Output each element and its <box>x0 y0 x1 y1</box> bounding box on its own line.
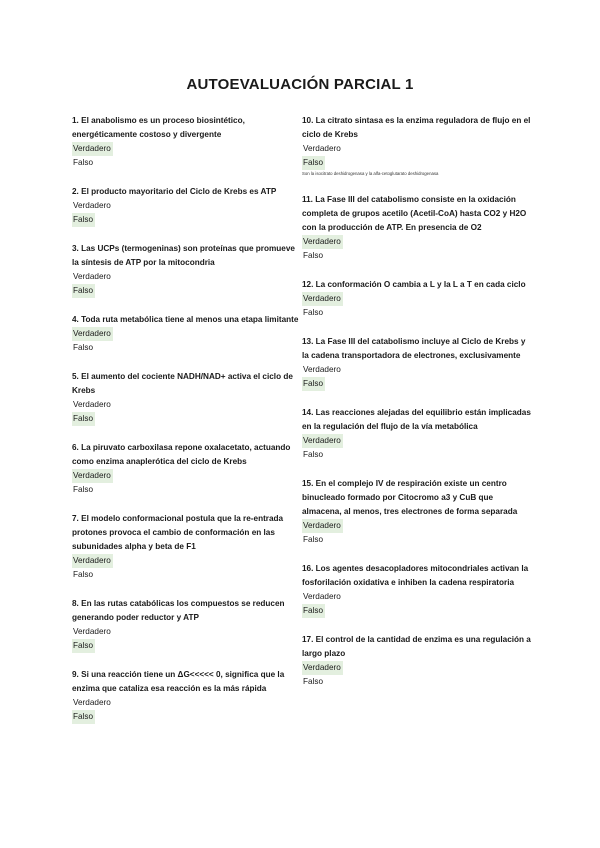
right-question-column <box>302 114 534 704</box>
option-falso[interactable]: Falso <box>72 213 95 227</box>
page-title: AUTOEVALUACIÓN PARCIAL 1 <box>186 76 414 93</box>
option-verdadero[interactable]: Verdadero <box>72 142 113 156</box>
question-item <box>302 193 534 263</box>
question-item <box>302 562 534 618</box>
question-text: 15. En el complejo IV de respiración existe un centro binucleado formado por Citocromo a3 y CuB que almacena, al menos, tres electrones de forma separada <box>302 479 518 516</box>
question-item <box>302 335 534 391</box>
option-verdadero[interactable]: Verdadero <box>302 235 343 249</box>
option-falso[interactable]: Falso <box>73 570 94 579</box>
question-text: 11. La Fase III del catabolismo consiste en la oxidación completa de grupos acetilo (Acetil-CoA) hasta CO2 y H2O con la producción de ATP. En presencia de O2 <box>302 195 527 232</box>
question-text: 7. El modelo conformacional postula que la re-entrada protones provoca el cambio de conformación en las subunidades alpha y beta de F1 <box>72 514 284 551</box>
question-item <box>302 278 534 320</box>
question-item <box>72 242 302 298</box>
question-item <box>72 441 302 497</box>
question-text: 4. Toda ruta metabólica tiene al menos una etapa limitante <box>72 315 299 324</box>
question-text: 8. En las rutas catabólicas los compuestos se reducen generando poder reductor y ATP <box>72 599 285 622</box>
question-item <box>302 114 534 178</box>
option-verdadero[interactable]: Verdadero <box>73 400 111 409</box>
option-falso[interactable]: Falso <box>302 604 325 618</box>
question-text: 12. La conformación O cambia a L y la L a T en cada ciclo <box>302 280 526 289</box>
option-falso[interactable]: Falso <box>72 412 95 426</box>
question-item <box>302 477 534 547</box>
option-falso[interactable]: Falso <box>72 710 95 724</box>
option-verdadero[interactable]: Verdadero <box>303 144 341 153</box>
question-text: 17. El control de la cantidad de enzima es una regulación a largo plazo <box>302 635 531 658</box>
option-verdadero[interactable]: Verdadero <box>72 554 113 568</box>
question-text: 6. La piruvato carboxilasa repone oxalacetato, actuando como enzima anaplerótica del ciclo de Krebs <box>72 443 291 466</box>
question-item <box>302 633 534 689</box>
option-verdadero[interactable]: Verdadero <box>302 434 343 448</box>
option-falso[interactable]: Falso <box>303 450 324 459</box>
question-text: 10. La citrato sintasa es la enzima reguladora de flujo en el ciclo de Krebs <box>302 116 531 139</box>
question-item <box>72 668 302 724</box>
question-text: 14. Las reacciones alejadas del equilibrio están implicadas en la regulación del flujo de la vía metabólica <box>302 408 531 431</box>
option-verdadero[interactable]: Verdadero <box>73 698 111 707</box>
option-falso[interactable]: Falso <box>72 639 95 653</box>
left-question-column <box>72 114 302 739</box>
question-item <box>72 114 302 170</box>
question-item <box>72 185 302 227</box>
option-verdadero[interactable]: Verdadero <box>302 292 343 306</box>
question-item <box>72 512 302 582</box>
option-falso[interactable]: Falso <box>302 156 325 170</box>
question-item <box>72 597 302 653</box>
option-verdadero[interactable]: Verdadero <box>73 272 111 281</box>
question-text: 2. El producto mayoritario del Ciclo de Krebs es ATP <box>72 187 277 196</box>
option-verdadero[interactable]: Verdadero <box>302 519 343 533</box>
question-text: 1. El anabolismo es un proceso biosintético, energéticamente costoso y divergente <box>72 116 245 139</box>
question-item <box>302 406 534 462</box>
option-falso[interactable]: Falso <box>73 158 94 167</box>
option-verdadero[interactable]: Verdadero <box>302 661 343 675</box>
question-item <box>72 313 302 355</box>
option-verdadero[interactable]: Verdadero <box>303 592 341 601</box>
option-falso[interactable]: Falso <box>72 284 95 298</box>
question-text: 13. La Fase III del catabolismo incluye al Ciclo de Krebs y la cadena transportadora de electrones, exclusivamente <box>302 337 526 360</box>
option-falso[interactable]: Falso <box>73 343 94 352</box>
question-text: 16. Los agentes desacopladores mitocondriales activan la fosforilación oxidativa e inhiben la cadena respiratoria <box>302 564 529 587</box>
option-falso[interactable]: Falso <box>303 251 324 260</box>
question-text: 5. El aumento del cociente NADH/NAD+ activa el ciclo de Krebs <box>72 372 293 395</box>
option-falso[interactable]: Falso <box>303 535 324 544</box>
option-verdadero[interactable]: Verdadero <box>72 327 113 341</box>
option-verdadero[interactable]: Verdadero <box>73 627 111 636</box>
question-text: 9. Si una reacción tiene un ΔG<<<<< 0, significa que la enzima que cataliza esa reacción es la más rápida <box>72 670 285 693</box>
option-falso[interactable]: Falso <box>302 377 325 391</box>
answer-note: Son la isocitrato deshidrogenasa y la alfa-cetoglutarato deshidrogenasa <box>302 171 439 176</box>
question-item <box>72 370 302 426</box>
option-verdadero[interactable]: Verdadero <box>72 469 113 483</box>
option-verdadero[interactable]: Verdadero <box>303 365 341 374</box>
option-falso[interactable]: Falso <box>303 308 324 317</box>
option-verdadero[interactable]: Verdadero <box>73 201 111 210</box>
question-text: 3. Las UCPs (termogeninas) son proteínas que promueve la síntesis de ATP por la mitocondria <box>72 244 295 267</box>
option-falso[interactable]: Falso <box>73 485 94 494</box>
option-falso[interactable]: Falso <box>303 677 324 686</box>
